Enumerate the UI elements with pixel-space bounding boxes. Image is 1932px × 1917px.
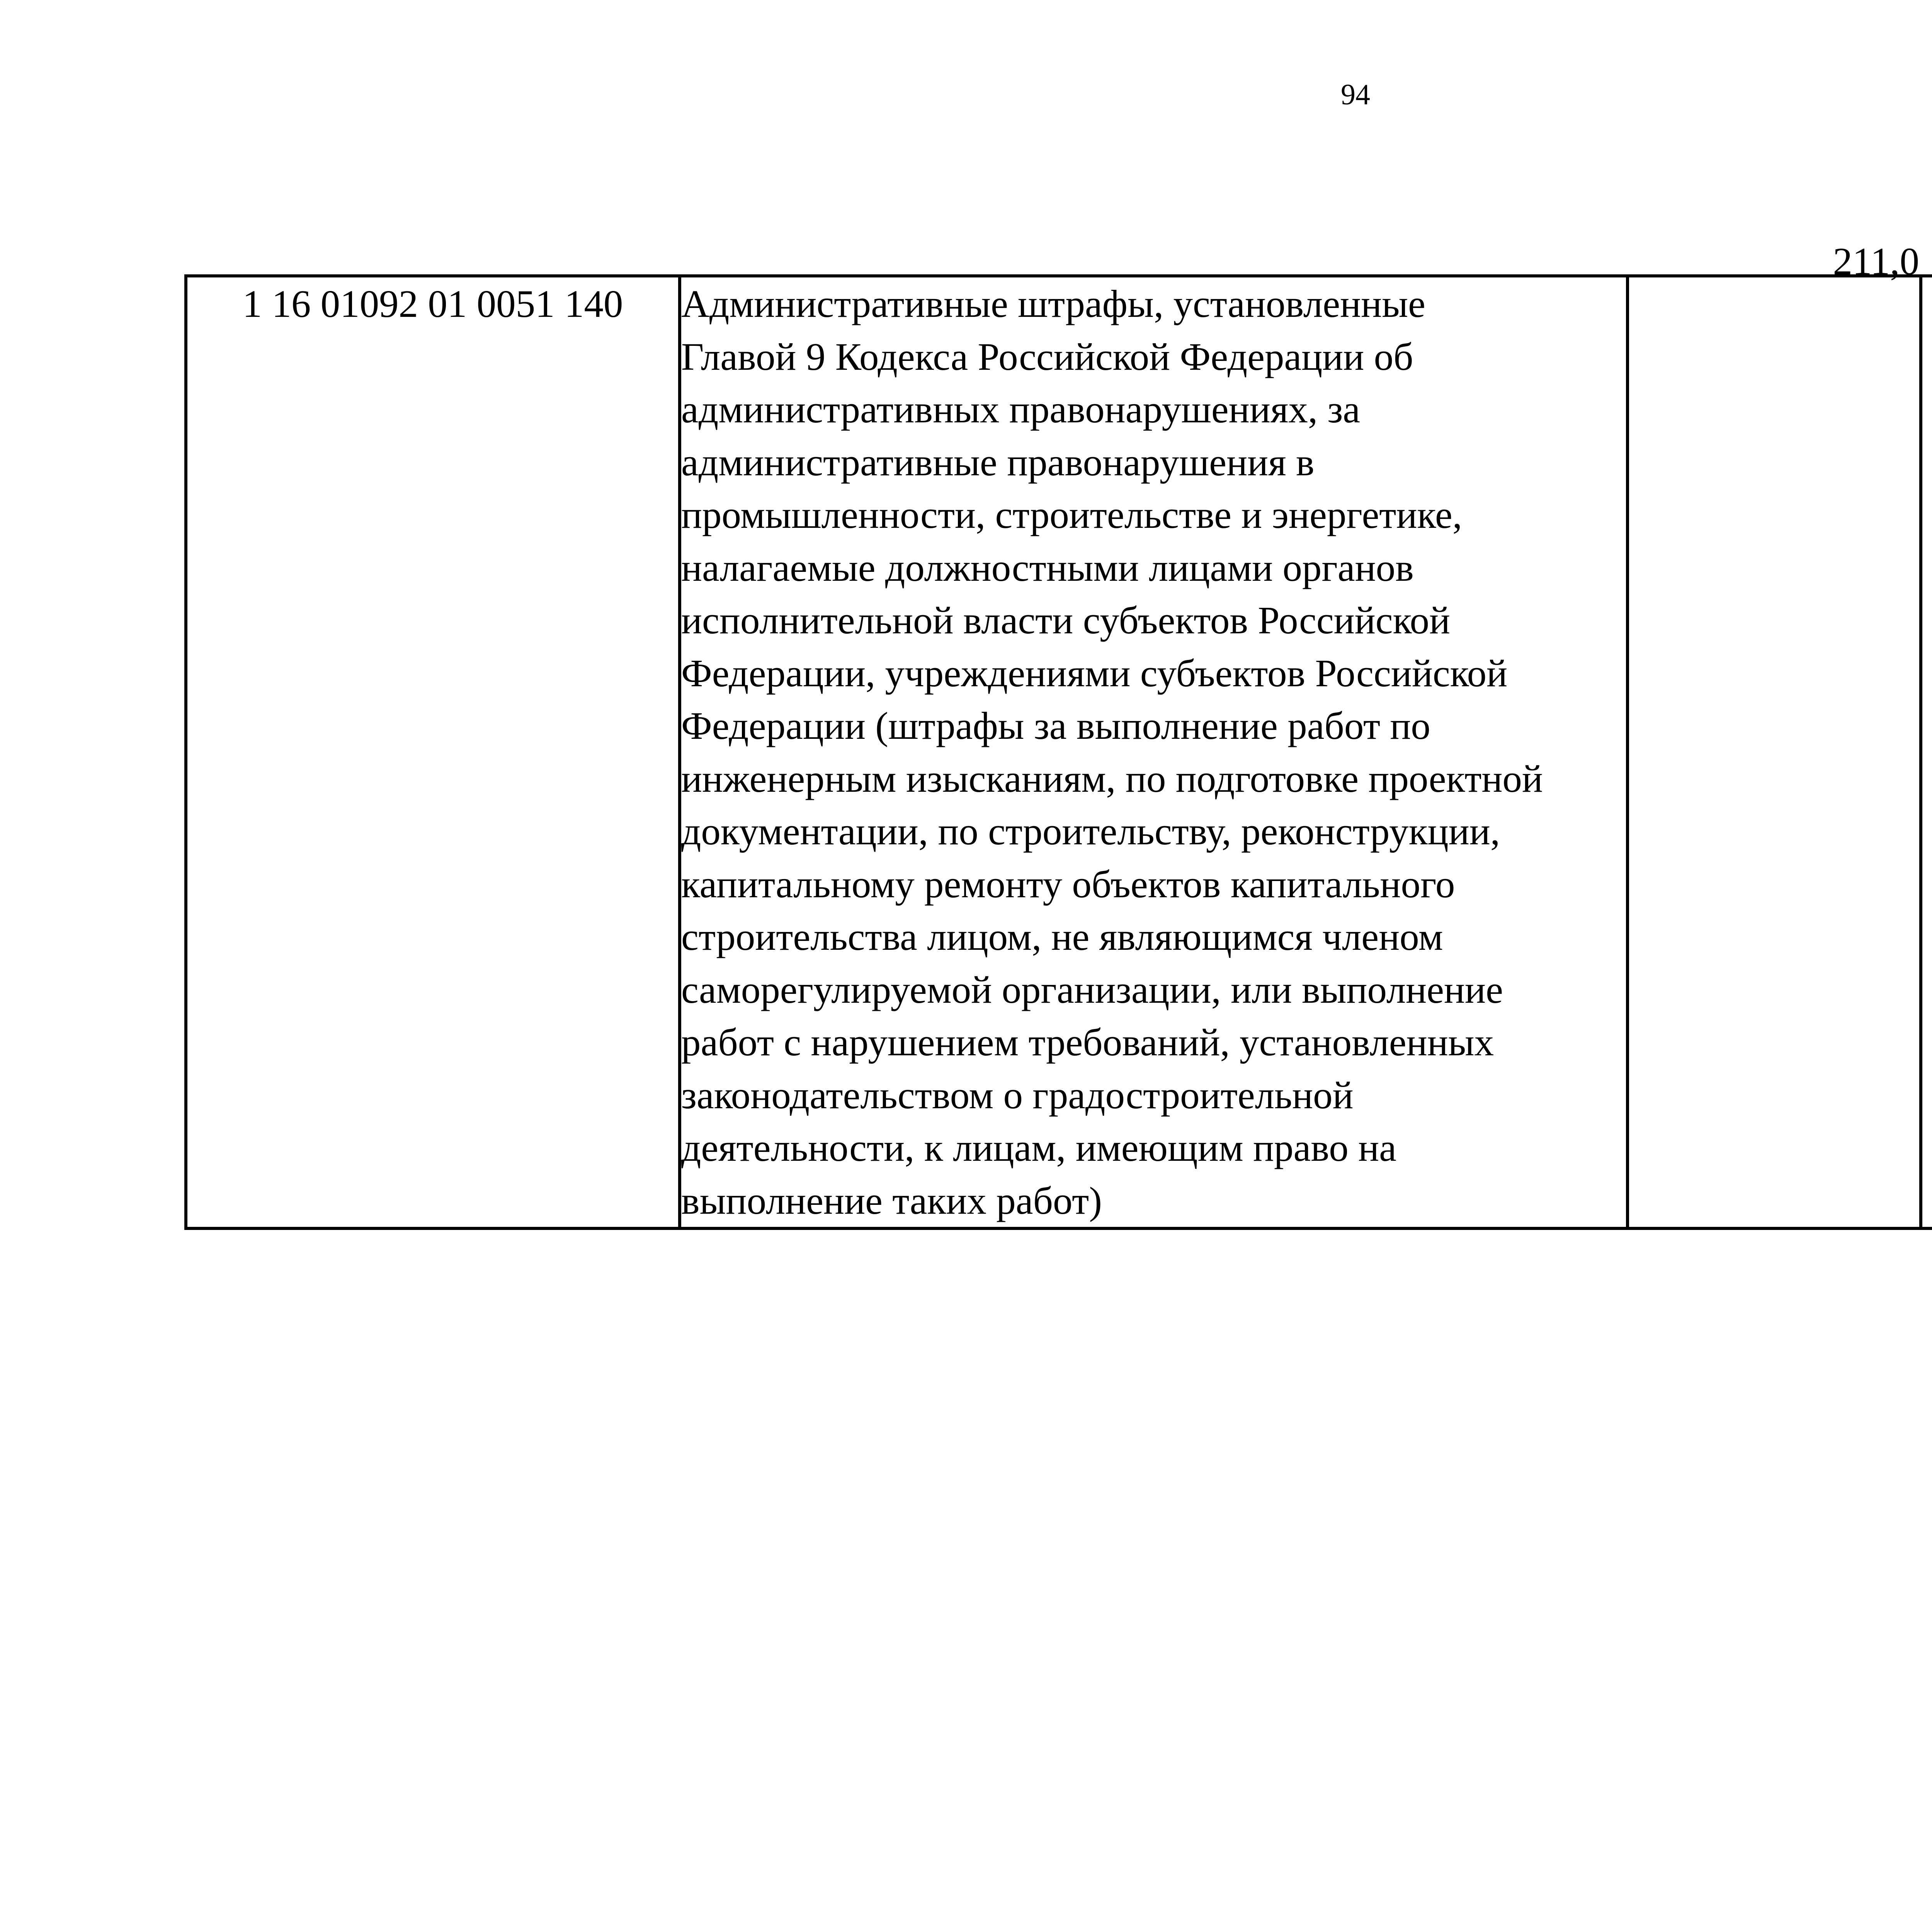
description-line: налагаемые должностными лицами органов [681,546,1414,589]
description-line: работ с нарушением требований, установленных [681,1021,1494,1064]
table-row [186,276,1932,1228]
description-line: саморегулируемой организации, или выполнение [681,968,1503,1011]
amount-value-1: 211,0 [1833,240,1919,283]
description-line: административные правонарушения в [681,440,1315,484]
description-line: промышленности, строительстве и энергетике, [681,493,1463,536]
description-line: выполнение таких работ) [681,1179,1102,1222]
description-line: административных правонарушениях, за [681,388,1361,431]
description-line: Главой 9 Кодекса Российской Федерации об [681,335,1413,378]
amount-value-2 [1922,235,1932,288]
description-line: капитальному ремонту объектов капитального [681,862,1455,906]
description-line: Административные штрафы, установленные [681,282,1425,325]
description-line: инженерным изысканиям, по подготовке проектной [681,757,1543,800]
page-number: 94 [1341,78,1370,111]
budget-revenue-table [184,240,1932,1230]
budget-code-cell [186,276,680,1228]
description-line: Федерации (штрафы за выполнение работ по [681,704,1430,747]
description-line: документации, по строительству, реконструкции, [681,810,1500,853]
description-line: строительства лицом, не являющимся членом [681,915,1443,958]
description-line: исполнительной власти субъектов Российской [681,599,1451,642]
description-line: законодательством о градостроительной [681,1073,1354,1117]
amount-cell-1 [1628,240,1921,1228]
description-line: Федерации, учреждениями субъектов Российской [681,651,1508,695]
description-line: деятельности, к лицам, имеющим право на [681,1126,1396,1169]
amount-cell-2 [1921,276,1932,1228]
revenue-description-cell [680,276,1628,1228]
budget-classification-code: 1 16 01092 01 0051 140 [242,282,623,325]
